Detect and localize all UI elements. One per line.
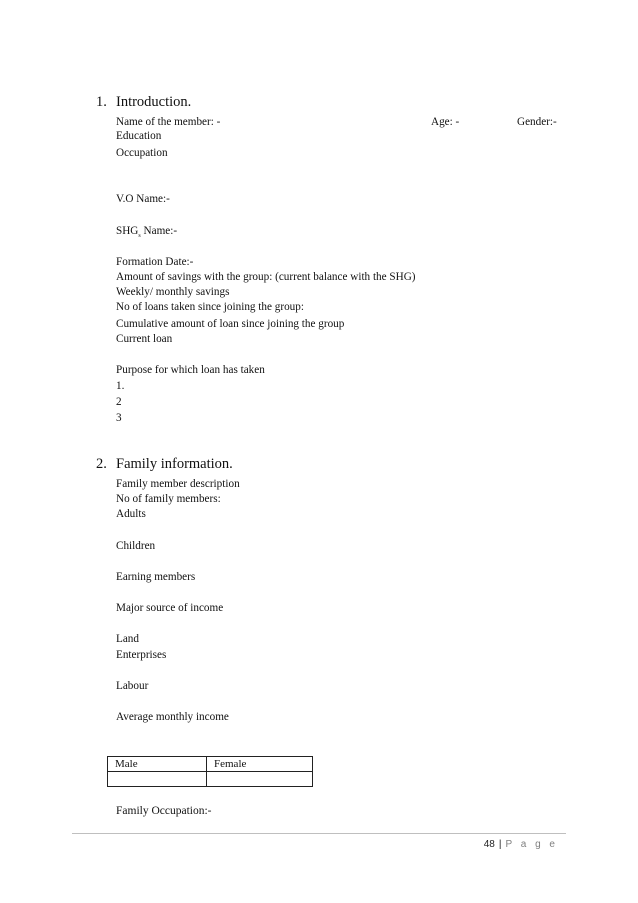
table-row — [108, 772, 313, 787]
purpose-item-1: 1. — [116, 380, 125, 392]
gender-count-table — [107, 756, 313, 787]
table-header-male: Male — [108, 757, 207, 772]
gender-label: Gender:- — [517, 116, 557, 128]
formation-date-label: Formation Date:- — [116, 256, 194, 268]
current-loan-label: Current loan — [116, 333, 173, 345]
major-income-source-label: Major source of income — [116, 602, 224, 614]
weekly-savings-label: Weekly/ monthly savings — [116, 286, 230, 298]
family-members-count-label: No of family members: — [116, 493, 221, 505]
cumulative-loan-label: Cumulative amount of loan since joining the group — [116, 318, 345, 330]
shg-name-label — [116, 224, 177, 243]
enterprises-label: Enterprises — [116, 649, 167, 661]
table-header-female: Female — [207, 757, 313, 772]
section-heading-family-information — [96, 456, 233, 473]
family-occupation-label: Family Occupation:- — [116, 805, 212, 817]
adults-label: Adults — [116, 508, 146, 520]
vo-name-label: V.O Name:- — [116, 193, 170, 205]
land-label: Land — [116, 633, 139, 645]
purpose-label: Purpose for which loan has taken — [116, 364, 265, 376]
section-heading-introduction — [96, 94, 191, 111]
purpose-item-3: 3 — [116, 412, 122, 424]
page-number: 48 — [483, 839, 495, 850]
table-cell-female-value[interactable] — [207, 772, 313, 787]
occupation-label: Occupation — [116, 147, 168, 159]
labour-label: Labour — [116, 680, 149, 692]
children-label: Children — [116, 540, 156, 552]
average-income-label: Average monthly income — [116, 711, 229, 723]
section-title: Introduction. — [116, 94, 192, 110]
footer-separator: | — [498, 839, 502, 850]
savings-amount-label: Amount of savings with the group: (current balance with the SHG) — [116, 271, 416, 283]
member-name-label: Name of the member: - — [116, 116, 221, 128]
purpose-item-2: 2 — [116, 396, 122, 408]
shg-suffix: Name:- — [140, 225, 178, 237]
earning-members-label: Earning members — [116, 571, 196, 583]
loans-count-label: No of loans taken since joining the group: — [116, 301, 304, 313]
section-number: 2. — [96, 456, 107, 472]
shg-subscript: s — [138, 233, 141, 240]
footer-divider — [72, 833, 566, 834]
page-footer — [484, 839, 558, 850]
education-label: Education — [116, 130, 162, 142]
shg-prefix: SHG — [116, 225, 139, 237]
table-cell-male-value[interactable] — [108, 772, 207, 787]
page-word: P a g e — [505, 839, 558, 850]
age-label: Age: - — [431, 116, 460, 128]
section-number: 1. — [96, 94, 107, 110]
family-description-label: Family member description — [116, 478, 240, 490]
section-title: Family information. — [116, 456, 233, 472]
table-header-row — [108, 757, 313, 772]
